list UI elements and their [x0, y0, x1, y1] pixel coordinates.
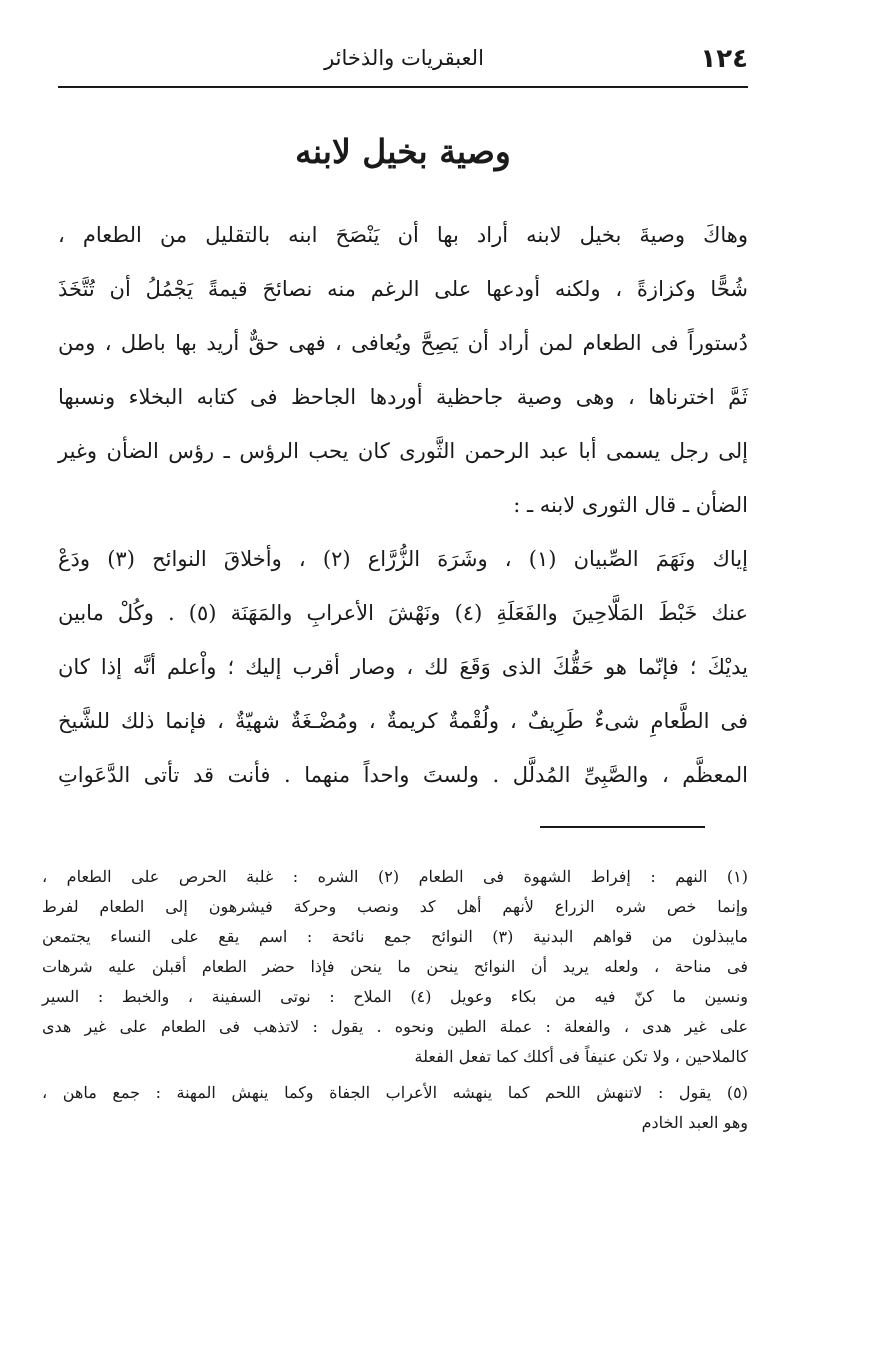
- will-line: إياك ونَهَمَ الصِّبيان (١) ، وشَرَهَ الزُّرَّاع (٢) ، وأخلاقَ النوائح (٣) ودَعْ: [58, 547, 748, 571]
- footnote-line: ونسين ما كنّ فيه من بكاء وعويل (٤) الملاح : نوتى السفينة ، والخبط : السير: [42, 987, 749, 1006]
- running-head: [60, 40, 748, 80]
- page-number: ١٢٤: [700, 44, 748, 74]
- intro-line: شُحًّا وكزازةً ، ولكنه أودعها على الرغم منه نصائحَ قيمةً يَجْمُلُ أن تُتَّخَذَ: [58, 277, 748, 301]
- will-line: المعظَّم ، والصَّبِىِّ المُدلَّل . ولستَ واحداً منهما . فأنت قد تأتى الدَّعَواتِ: [58, 763, 748, 787]
- intro-line: دُستوراً فى الطعام لمن أراد أن يَصِحَّ ويُعافى ، فهى حقٌّ أريد بها باطل ، ومن: [58, 331, 748, 355]
- will-line: عنك خَبْطَ المَلَّاحِينَ والفَعَلَةِ (٤) ونَهْشَ الأعرابِ والمَهَنَة (٥) . وكُلْ مابين: [58, 601, 748, 625]
- intro-line: ثَمَّ اخترناها ، وهى وصية جاحظية أوردها الجاحظ فى كتابه البخلاء ونسبها: [58, 385, 748, 409]
- footnote-separator: [540, 826, 705, 828]
- running-title: العبقريات والذخائر: [324, 46, 484, 70]
- footnote-line: (١) النهم : إفراط الشهوة فى الطعام (٢) الشره : غلبة الحرص على الطعام ،: [42, 867, 749, 886]
- footnote-line: مايبذلون من قواهم البدنية (٣) النوائح جمع نائحة : اسم يقع على النساء يجتمعن: [42, 927, 748, 946]
- intro-line: الضأن ـ قال الثورى لابنه ـ :: [513, 493, 748, 517]
- footnote-line: فى مناحة ، ولعله يريد أن النوائح ينحن ما ينحن فإذا حضر الطعام أقبلن عليه شرهات: [42, 957, 748, 976]
- footnote-line: وهو العبد الخادم: [641, 1113, 748, 1132]
- will-line: فى الطَّعامِ شىءٌ طَرِيفٌ ، ولُقْمةٌ كريمةٌ ، ومُضْـغَةٌ شهيّةٌ ، فإنما ذلك للشَّيخ: [58, 709, 748, 733]
- intro-line: وهاكَ وصيةَ بخيل لابنه أراد بها أن يَنْصَحَ ابنه بالتقليل من الطعام ،: [58, 223, 748, 247]
- section-title: وصية بخيل لابنه: [295, 132, 511, 171]
- footnote-line: كالملاحين ، ولا تكن عنيفاً فى أكلك كما تفعل الفعلة: [414, 1047, 748, 1066]
- footnote-line: وإنما خص شره الزراع لأنهم أهل كد ونصب وحركة فيشرهون إلى الطعام لفرط: [42, 897, 748, 916]
- footnote-line: (٥) يقول : لاتنهش اللحم كما ينهشه الأعراب الجفاة وكما ينهش المهنة : جمع ماهن ،: [42, 1083, 748, 1102]
- will-line: يديْكَ ؛ فإنّما هو حَقُّكَ الذى وَقَعَ لك ، وصار أقرب إليك ؛ واْعلم أنَّه إذا كان: [58, 655, 748, 679]
- intro-line: إلى رجل يسمى أبا عبد الرحمن الثَّورى كان يحب الرؤس ـ رؤس الضأن وغير: [58, 439, 748, 463]
- header-rule: [58, 86, 748, 88]
- will-paragraph: [58, 532, 748, 802]
- footnotes: [42, 862, 748, 1138]
- intro-paragraph: [58, 208, 748, 532]
- footnote-line: على غير هدى ، والفعلة : عملة الطين ونحوه . يقول : لاتذهب فى الطعام على غير هدى: [42, 1017, 748, 1036]
